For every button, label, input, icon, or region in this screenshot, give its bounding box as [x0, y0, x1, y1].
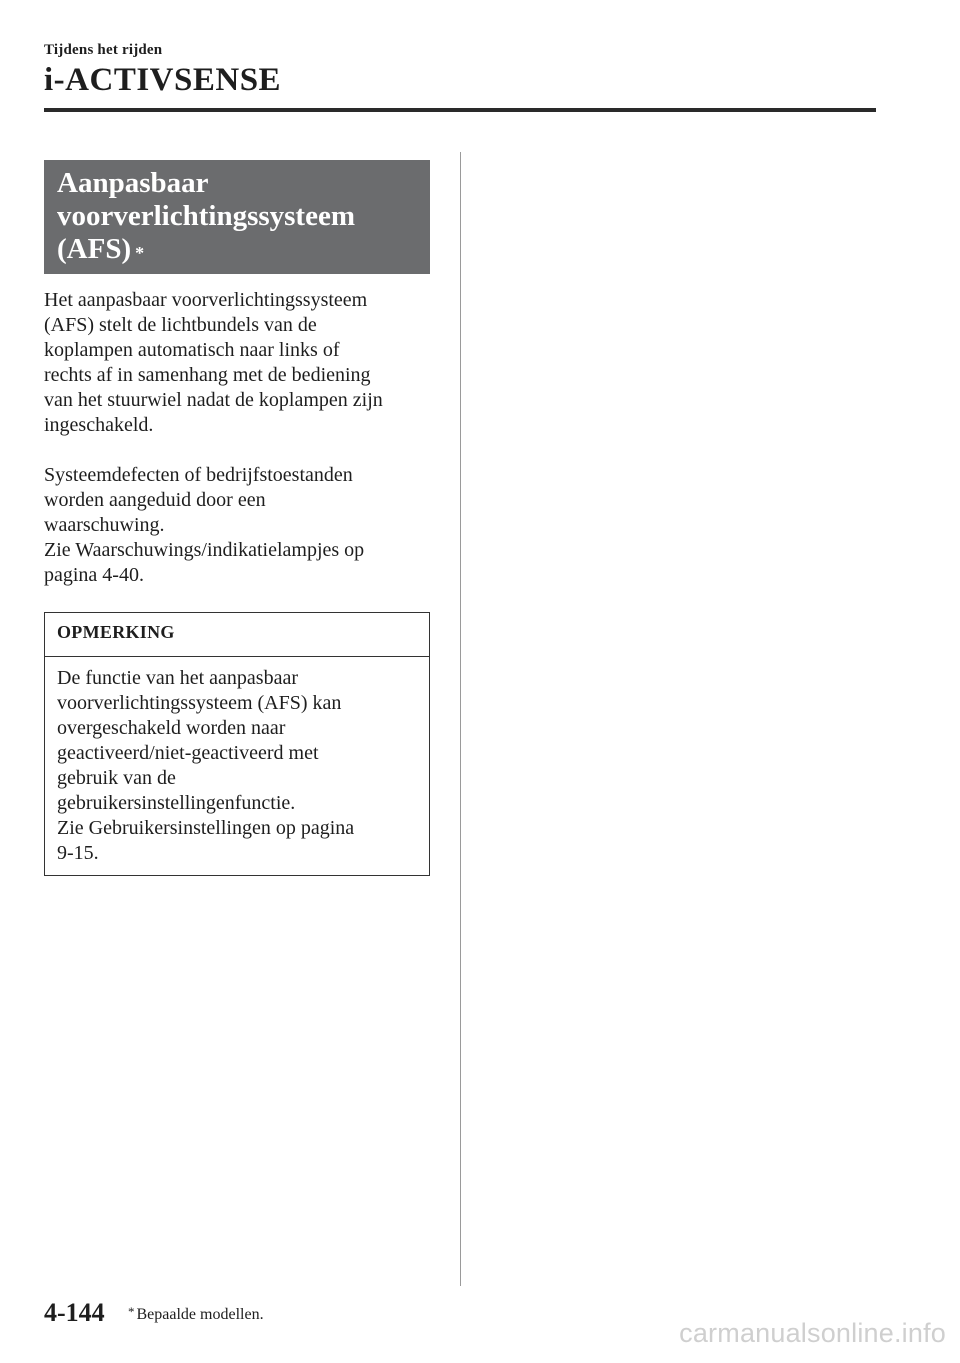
optional-feature-marker-icon: *: [135, 243, 145, 263]
note-divider: [45, 656, 429, 657]
chapter-title: i-ACTIVSENSE: [44, 62, 282, 98]
header-rule: [44, 108, 876, 112]
heading-line-1: Aanpasbaar: [57, 167, 209, 199]
heading-line-2: voorverlichtingssysteem: [57, 200, 355, 232]
section-heading: [44, 160, 430, 274]
note-text: De functie van het aanpasbaar voorverlichtingssysteem (AFS) kan overgeschakeld worden naar geactiveerd/niet-geactiveerd met gebruik van de gebruikersinstellingenfunctie. Zie Gebruikersinstellingen op pagina 9-15.: [57, 667, 355, 864]
column-divider: [460, 152, 461, 1286]
note-box: [44, 612, 430, 876]
section-label: Tijdens het rijden: [44, 42, 163, 58]
paragraph-warning-reference: Systeemdefecten of bedrijfstoestanden worden aangeduid door een waarschuwing. Zie Waarschuwings/indikatielampjes op pagina 4-40.: [44, 464, 365, 586]
note-title: OPMERKING: [57, 622, 175, 642]
heading-line-3: [57, 233, 430, 266]
footnote-marker-icon: *: [128, 1304, 135, 1319]
page-number: 4-144: [44, 1298, 105, 1327]
footnote-text: Bepaalde modellen.: [136, 1306, 264, 1323]
watermark: carmanualsonline.info: [679, 1318, 946, 1348]
paragraph-description: Het aanpasbaar voorverlichtingssysteem (AFS) stelt de lichtbundels van de koplampen automatisch naar links of rechts af in samenhang met de bediening van het stuurwiel nadat de koplampen zijn ingeschakeld.: [44, 289, 383, 436]
heading-line-3-text: (AFS): [57, 233, 132, 265]
footnote: [128, 1306, 264, 1324]
